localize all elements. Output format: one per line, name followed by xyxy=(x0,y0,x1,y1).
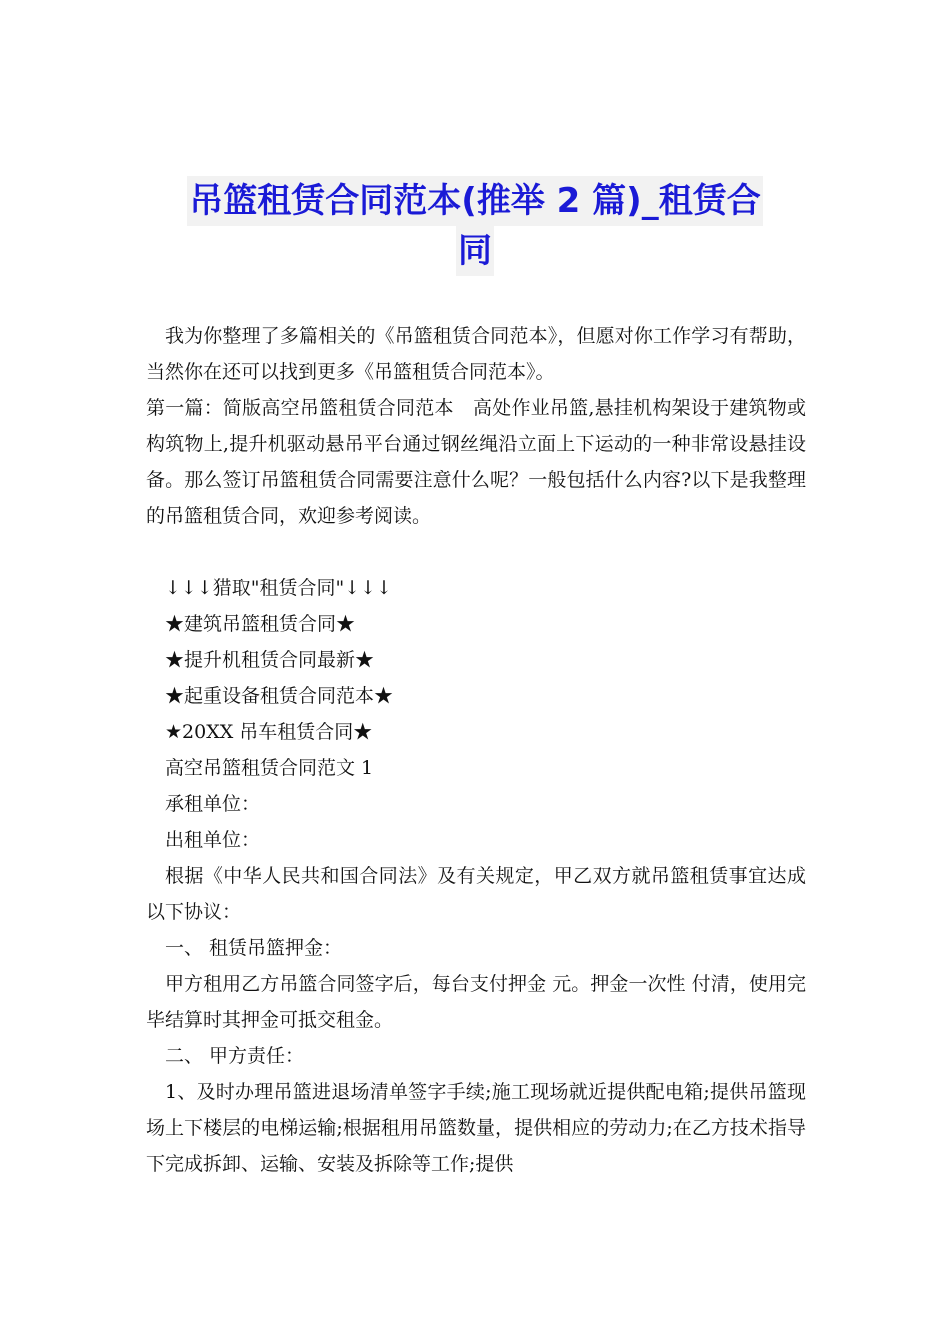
link-item[interactable]: ★建筑吊篮租赁合同★ xyxy=(165,613,356,635)
document-body xyxy=(146,318,806,1182)
item-two-body: 1、及时办理吊篮进退场清单签字手续;施工现场就近提供配电箱;提供吊篮现场上下楼层的电梯运输;根据租用吊篮数量，提供相应的劳动力;在乙方技术指导下完成拆卸、运输、安装及拆除等工作;提供 xyxy=(146,1081,806,1175)
document-title xyxy=(150,176,800,276)
intro-paragraph: 我为你整理了多篇相关的《吊篮租赁合同范本》，但愿对你工作学习有帮助，当然你在还可以找到更多《吊篮租赁合同范本》。 xyxy=(146,325,806,383)
arrow-link-line[interactable]: ↓↓↓猎取"租赁合同"↓↓↓ xyxy=(165,577,392,599)
link-item[interactable]: ★提升机租赁合同最新★ xyxy=(165,649,375,671)
contract-subtitle: 高空吊篮租赁合同范文 1 xyxy=(165,757,374,779)
lessor-label: 出租单位： xyxy=(165,829,261,851)
link-item[interactable]: ★起重设备租赁合同范本★ xyxy=(165,685,394,707)
lessee-label: 承租单位： xyxy=(165,793,261,815)
basis-paragraph: 根据《中华人民共和国合同法》及有关规定，甲乙双方就吊篮租赁事宜达成以下协议： xyxy=(146,865,806,923)
blank-line xyxy=(146,534,806,570)
section-one-paragraph: 第一篇：简版高空吊篮租赁合同范本 高处作业吊篮,悬挂机构架设于建筑物或构筑物上,提升机驱动悬吊平台通过钢丝绳沿立面上下运动的一种非常设悬挂设备。那么签订吊篮租赁合同需要注意什么呢？一般包括什么内容?以下是我整理的吊篮租赁合同，欢迎参考阅读。 xyxy=(146,397,806,527)
title-line-2: 同 xyxy=(456,226,494,276)
item-one-body: 甲方租用乙方吊篮合同签字后，每台支付押金 元。押金一次性 付清，使用完毕结算时其押金可抵交租金。 xyxy=(146,973,806,1031)
item-one-heading: 一、 租赁吊篮押金： xyxy=(165,937,343,959)
link-item[interactable]: ★20XX 吊车租赁合同★ xyxy=(165,721,373,743)
item-two-heading: 二、 甲方责任： xyxy=(165,1045,305,1067)
title-line-1: 吊篮租赁合同范本(推举 2 篇)_租赁合 xyxy=(187,176,762,226)
